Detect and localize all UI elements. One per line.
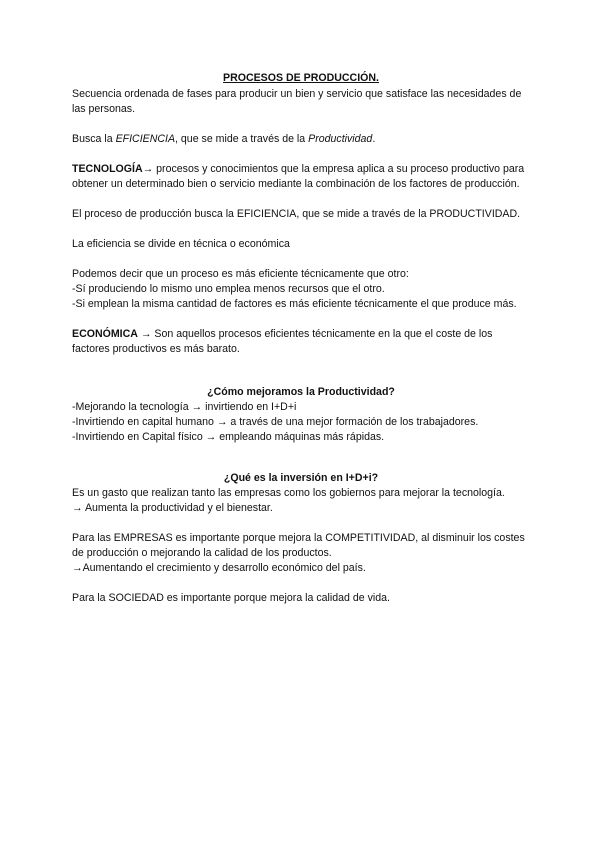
productividad-term: Productividad bbox=[308, 133, 373, 145]
tecnica-line: -Si emplean la misma cantidad de factores es más eficiente técnicamente el que produce más. bbox=[72, 298, 517, 310]
idi-line: Es un gasto que realizan tanto las empresas como los gobiernos para mejorar la tecnología. bbox=[72, 487, 505, 499]
tecnica-line: Podemos decir que un proceso es más eficiente técnicamente que otro: bbox=[72, 268, 409, 280]
document-title: PROCESOS DE PRODUCCIÓN. bbox=[223, 72, 379, 84]
intro-paragraph: Secuencia ordenada de fases para producir un bien y servicio que satisface las necesidades de las personas. bbox=[72, 88, 522, 115]
mejora-item: -Mejorando la tecnología → invirtiendo en I+D+i bbox=[72, 401, 297, 413]
mejora-heading: ¿Cómo mejoramos la Productividad? bbox=[207, 386, 395, 398]
tecnologia-term: TECNOLOGÍA bbox=[72, 163, 143, 175]
empresas-line: →Aumentando el crecimiento y desarrollo económico del país. bbox=[72, 562, 366, 574]
sociedad-paragraph: Para la SOCIEDAD es importante porque mejora la calidad de vida. bbox=[72, 592, 390, 604]
idi-line: → Aumenta la productividad y el bienestar. bbox=[72, 502, 273, 514]
mejora-item: -Invirtiendo en Capital físico → empleando máquinas más rápidas. bbox=[72, 431, 385, 443]
document-body bbox=[72, 71, 530, 606]
economica-paragraph: ECONÓMICA → Son aquellos procesos eficientes técnicamente en la que el coste de los factores productivos es más barato. bbox=[72, 328, 493, 355]
tecnologia-paragraph: TECNOLOGÍA→ procesos y conocimientos que la empresa aplica a su proceso productivo para obtener un determinado bien o servicio mediante la combinación de los factores de producción. bbox=[72, 163, 525, 190]
empresas-line: Para las EMPRESAS es importante porque mejora la COMPETITIVIDAD, al disminuir los costes de producción o mejorando la calidad de los productos. bbox=[72, 532, 525, 559]
tecnica-line: -Sí produciendo lo mismo uno emplea menos recursos que el otro. bbox=[72, 283, 385, 295]
eficiencia-paragraph: Busca la EFICIENCIA, que se mide a través de la Productividad. bbox=[72, 133, 376, 145]
idi-heading: ¿Qué es la inversión en I+D+i? bbox=[223, 472, 379, 484]
eficiencia-term: EFICIENCIA bbox=[115, 133, 176, 145]
proceso-paragraph: El proceso de producción busca la EFICIENCIA, que se mide a través de la PRODUCTIVIDAD. bbox=[72, 208, 521, 220]
economica-term: ECONÓMICA bbox=[72, 328, 138, 340]
mejora-item: -Invirtiendo en capital humano → a través de una mejor formación de los trabajadores. bbox=[72, 416, 479, 428]
divide-paragraph: La eficiencia se divide en técnica o económica bbox=[72, 238, 290, 250]
